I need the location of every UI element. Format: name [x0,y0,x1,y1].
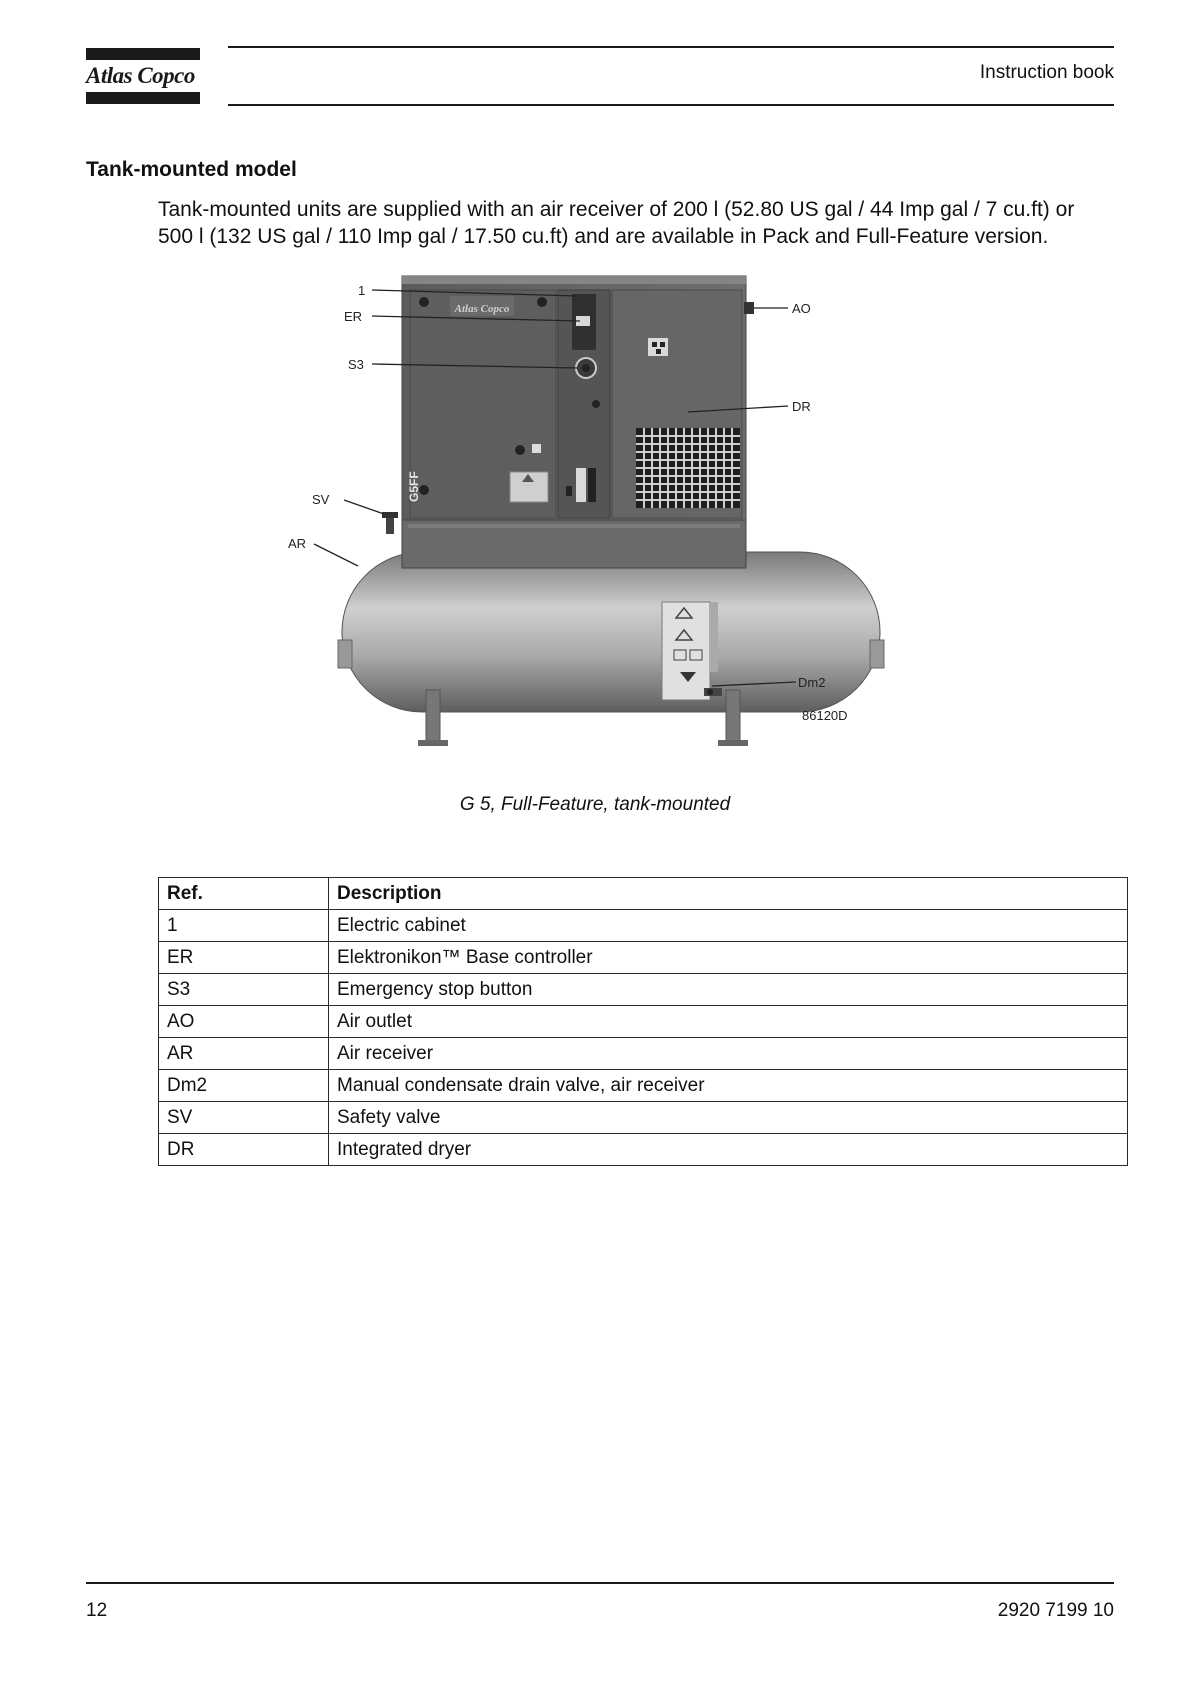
document-number: 2920 7199 10 [997,1600,1114,1621]
description-cell: Air outlet [329,1006,1128,1038]
base-frame-highlight [408,524,740,528]
description-cell: Electric cabinet [329,910,1128,942]
compressor-figure [288,283,940,778]
table-row [159,942,1128,974]
table-row [159,1102,1128,1134]
column-header-description: Description [329,878,1128,910]
section-title: Tank-mounted model [86,158,297,181]
cabinet-brand-mark: Atlas Copco [454,303,510,315]
ref-cell: S3 [159,974,329,1006]
drawing-number: 86120D [802,708,848,723]
callout-label-sv: SV [312,492,330,507]
column-header-ref: Ref. [159,878,329,910]
table-row [159,1070,1128,1102]
ref-cell: ER [159,942,329,974]
section-body: Tank-mounted units are supplied with an air receiver of 200 l (52.80 US gal / 44 Imp gal / 7 cu.ft) or 500 l (132 US gal / 110 Imp gal / 17.50 cu.ft) and are available in Pack and Full-Feature version. [158,198,1075,248]
description-cell: Safety valve [329,1102,1128,1134]
description-cell: Emergency stop button [329,974,1128,1006]
description-cell: Integrated dryer [329,1134,1128,1166]
footer-rule [86,1582,1114,1584]
callout-label-dm2: Dm2 [798,675,826,690]
ref-cell: DR [159,1134,329,1166]
table-row [159,1006,1128,1038]
callout-label-er: ER [344,309,363,324]
parts-table [158,877,1128,1166]
callout-label-dr: DR [792,399,811,414]
description-cell: Air receiver [329,1038,1128,1070]
table-row [159,1038,1128,1070]
compressor-cabinet [402,276,754,520]
header-rule-bottom [228,104,1114,106]
compressor-illustration [288,283,940,778]
dryer-grille [636,428,740,508]
callout-label-1: 1 [358,283,366,298]
safety-valve [382,512,398,534]
description-cell: Manual condensate drain valve, air receiver [329,1070,1128,1102]
callout-label-ao: AO [792,301,811,316]
callout-label-ar: AR [288,536,307,551]
logo-wordmark: Atlas Copco [86,63,195,88]
table-header-row [159,878,1128,910]
model-mark: G5FF [407,471,421,502]
table-row [159,1134,1128,1166]
logo-bar-top [86,48,200,60]
page-number: 12 [86,1600,108,1621]
description-cell: Elektronikon™ Base controller [329,942,1128,974]
ref-cell: SV [159,1102,329,1134]
ref-cell: 1 [159,910,329,942]
header-rule-top [228,46,1114,48]
ref-cell: AR [159,1038,329,1070]
table-row [159,974,1128,1006]
ref-cell: AO [159,1006,329,1038]
table-row [159,910,1128,942]
atlas-copco-logo [86,48,200,104]
document-type: Instruction book [979,62,1114,83]
figure-caption: G 5, Full-Feature, tank-mounted [459,794,731,815]
logo-bar-bottom [86,92,200,104]
callout-label-s3: S3 [348,357,364,372]
ref-cell: Dm2 [159,1070,329,1102]
